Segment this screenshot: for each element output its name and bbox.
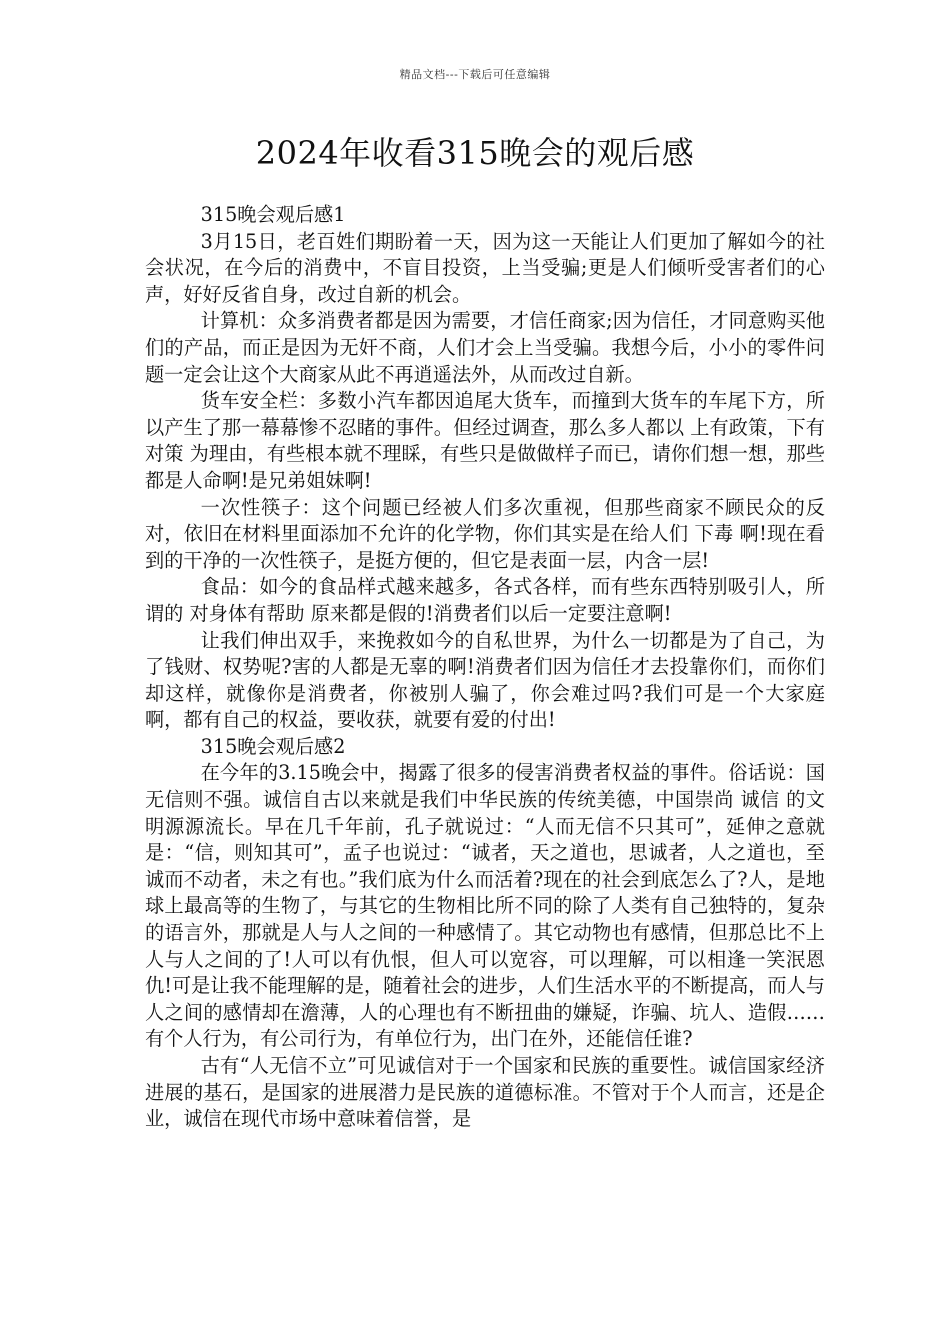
document-title: 2024年收看315晚会的观后感 bbox=[255, 134, 695, 172]
paragraph: 让我们伸出双手，来挽救如今的自私世界，为什么一切都是为了自己，为了钱财、权势呢?害的人都是无辜的啊!消费者们因为信任才去投靠你们，而你们却这样，就像你是消费者，你被别人骗了，你会难过吗?我们可是一个大家庭啊，都有自己的权益，要收获，就要有爱的付出! bbox=[145, 628, 825, 732]
section-heading: 315晚会观后感1 bbox=[200, 203, 346, 226]
paragraph: 古有“人无信不立”可见诚信对于一个国家和民族的重要性。诚信国家经济进展的基石，是国家的进展潜力是民族的道德标准。不管对于个人而言，还是企业，诚信在现代市场中意味着信誉，是 bbox=[145, 1054, 825, 1131]
paragraph: 货车安全栏：多数小汽车都因追尾大货车，而撞到大货车的车尾下方，所以产生了那一幕幕惨不忍睹的事件。但经过调查，那么多人都以 上有政策，下有对策 为理由，有些根本就不理睬，有些只是做做样子而已，请你们想一想，那些都是人命啊!是兄弟姐妹啊! bbox=[145, 389, 825, 492]
paragraph: 一次性筷子：这个问题已经被人们多次重视，但那些商家不顾民众的反对，依旧在材料里面添加不允许的化学物，你们其实是在给人们 下毒 啊!现在看到的干净的一次性筷子，是挺方便的，但它是表面一层，内含一层! bbox=[145, 495, 825, 572]
paragraph: 3月15日，老百姓们期盼着一天，因为这一天能让人们更加了解如今的社会状况，在今后的消费中，不盲目投资，上当受骗;更是人们倾听受害者们的心声，好好反省自身，改过自新的机会。 bbox=[145, 229, 825, 306]
document-body bbox=[145, 202, 825, 1133]
paragraph: 计算机：众多消费者都是因为需要，才信任商家;因为信任，才同意购买他们的产品，而正是因为无奸不商，人们才会上当受骗。我想今后，小小的零件问题一定会让这个大商家从此不再逍遥法外，从而改过自新。 bbox=[145, 309, 825, 386]
section-heading: 315晚会观后感2 bbox=[200, 734, 346, 758]
paragraph: 食品：如今的食品样式越来越多，各式各样，而有些东西特别吸引人，所谓的 对身体有帮助 原来都是假的!消费者们以后一定要注意啊! bbox=[145, 575, 825, 625]
page-header-note: 精品文档---下载后可任意编辑 bbox=[399, 68, 551, 81]
paragraph: 在今年的3.15晚会中，揭露了很多的侵害消费者权益的事件。俗话说：国无信则不强。诚信自古以来就是我们中华民族的传统美德，中国崇尚 诚信 的文明源源流长。早在几千年前，孔子就说过：“人而无信不只其可”，延伸之意就是：“信，则知其可”，孟子也说过：“诚者，天之道也，思诚者，人之道也，至诚而不动者，未之有也。”我们底为什么而活着?现在的社会到底怎么了?人，是地球上最高等的生物了，与其它的生物相比所不同的除了人类有自己独特的，复杂的语言外，那就是人与人之间的一种感情了。其它动物也有感情，但那总比不上人与人之间的了!人可以有仇恨，但人可以宽容，可以理解，可以相逢一笑泯恩仇!可是让我不能理解的是，随着社会的进步，人们生活水平的不断提高，而人与人之间的感情却在澹薄，人的心理也有不断扭曲的嫌疑，诈骗、坑人、造假……有个人行为，有公司行为，有单位行为，出门在外，还能信任谁? bbox=[145, 761, 825, 1051]
